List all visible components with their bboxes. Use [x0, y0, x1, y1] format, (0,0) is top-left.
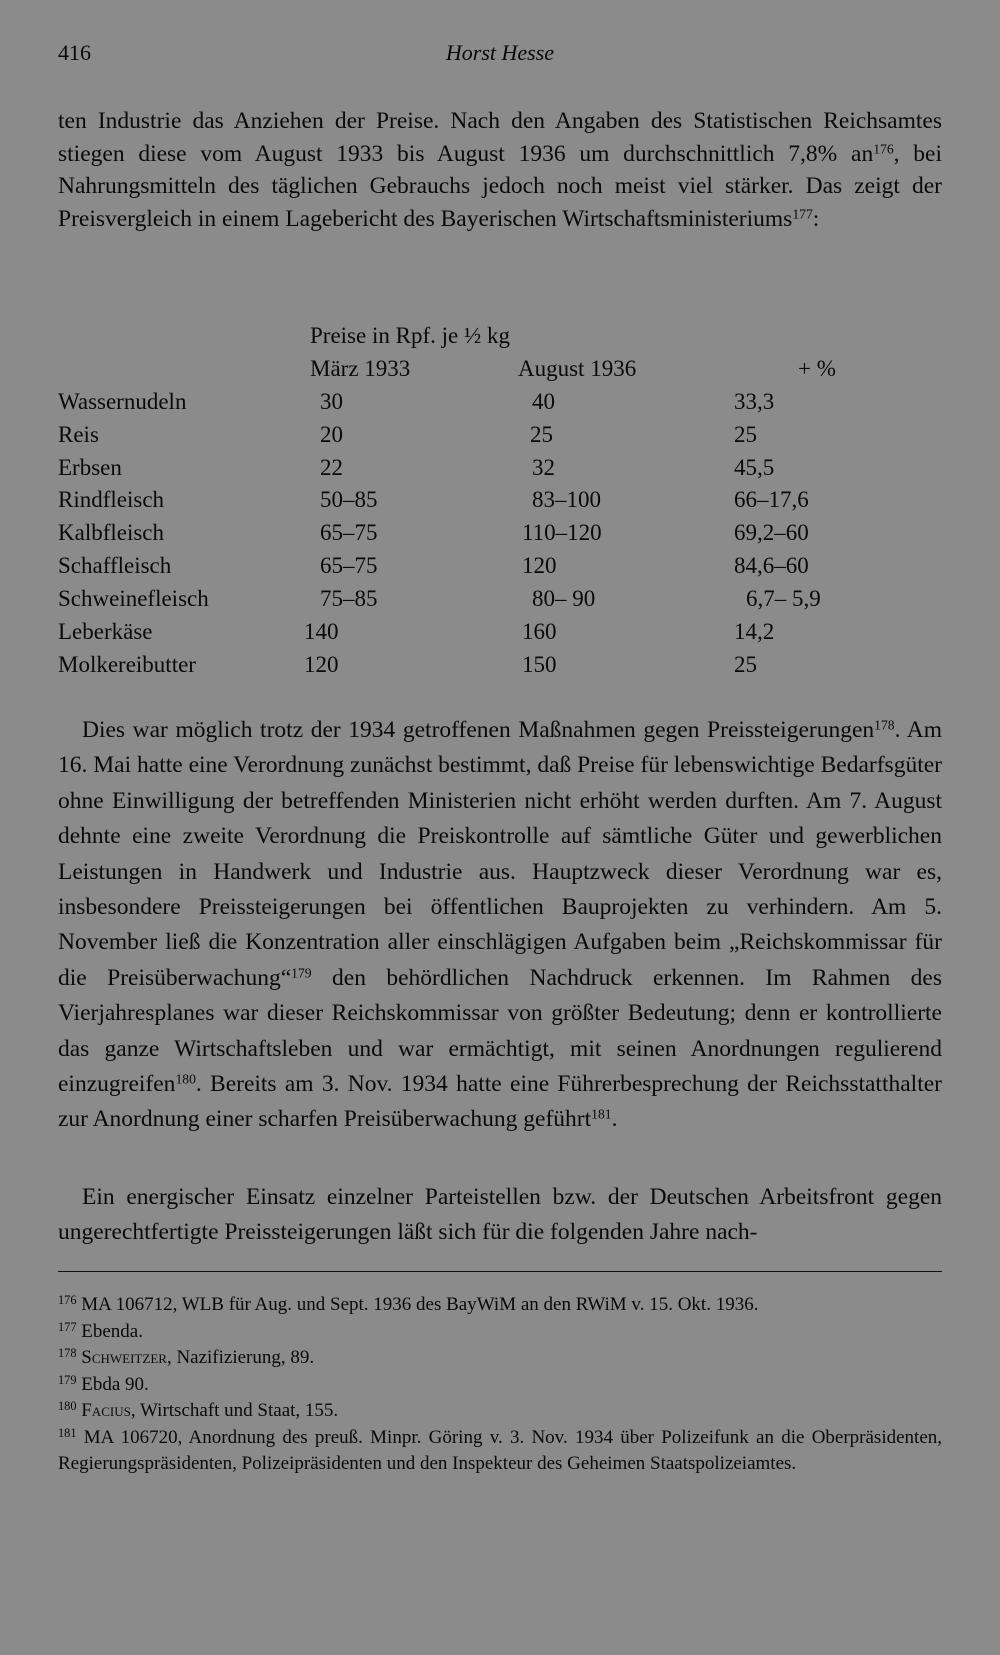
cell-percent: 45,5	[734, 454, 775, 480]
cell-percent: 84,6–60	[734, 553, 809, 579]
cell-1936: 80– 90	[532, 586, 596, 612]
table-caption-row	[58, 323, 942, 356]
cell-percent: 25	[734, 651, 757, 677]
cell-item: Schaffleisch	[58, 553, 172, 579]
footnote-number: 178	[58, 1345, 77, 1360]
table-header-row	[58, 356, 942, 389]
cell-1936: 25	[530, 421, 553, 447]
cell-1933: 65–75	[320, 553, 378, 579]
cell-1933: 120	[304, 651, 339, 677]
cell-item: Rindfleisch	[58, 487, 165, 513]
footnote-ref-176: 176	[873, 141, 894, 157]
footnote-text: , Nazifizierung, 89.	[166, 1347, 315, 1368]
footnote-ref-180: 180	[175, 1071, 196, 1087]
paragraph-2	[58, 713, 942, 1138]
cell-percent: 66–17,6	[734, 487, 809, 513]
cell-1933: 50–85	[320, 487, 378, 513]
table-row	[58, 422, 942, 455]
footnote-number: 177	[58, 1319, 77, 1334]
footnote-178	[58, 1345, 942, 1372]
cell-1936: 160	[522, 619, 557, 645]
cell-item: Erbsen	[58, 454, 122, 480]
cell-item: Wassernudeln	[58, 388, 187, 414]
cell-1933: 22	[320, 454, 343, 480]
cell-1936: 110–120	[522, 520, 602, 546]
footnote-181	[58, 1425, 942, 1478]
cell-1936: 40	[532, 388, 555, 414]
cell-1933: 65–75	[320, 520, 378, 546]
table-row	[58, 652, 942, 685]
header-august-1936: August 1936	[518, 355, 637, 381]
table-row	[58, 553, 942, 586]
paragraph-1-text-b: , bei Nahrungsmitteln des täglichen Gebrauchs jedoch noch meist viel stärker. Das zeigt der Preisvergleich in einem Lagebericht des Bayerischen Wirtschaftsministeriums	[58, 140, 942, 232]
cell-1933: 30	[320, 388, 343, 414]
footnote-text: , Wirtschaft und Staat, 155.	[130, 1400, 339, 1421]
footnote-text: Ebda 90.	[81, 1373, 149, 1395]
cell-1933: 140	[304, 619, 339, 645]
footnote-ref-177: 177	[792, 206, 813, 222]
cell-item: Schweinefleisch	[58, 586, 209, 612]
footnote-177	[58, 1319, 942, 1346]
footnote-text: MA 106720, Anordnung des preuß. Minpr. Göring v. 3. Nov. 1934 über Polizeifunk an die Oberpräsidenten, Regierungspräsidenten, Polizeipräsidenten und den Inspekteur des Geheimen Staatspolizeiamtes.	[58, 1426, 942, 1474]
paragraph-2-text-b: . Am 16. Mai hatte eine Verordnung zunächst bestimmt, daß Preise für lebenswichtige Bedarfsgüter ohne Einwilligung der betreffenden Ministerien nicht erhöht werden durften. Am 7. August dehnte eine zweite Verordnung die Preiskontrolle auf sämtliche Güter und gewerblichen Leistungen in Handwerk und Industrie aus. Hauptzweck dieser Verordnung war es, insbesondere Preissteigerungen bei öffentlichen Bauprojekten zu verhindern. Am 5. November ließ die Konzentration aller einschlägigen Aufgaben beim „Reichskommissar für die Preisüberwachung“	[58, 717, 942, 991]
cell-percent: 14,2	[734, 619, 775, 645]
cell-1933: 75–85	[320, 586, 378, 612]
price-table	[58, 323, 942, 685]
footnote-number: 176	[58, 1292, 77, 1307]
paragraph-3: Ein energischer Einsatz einzelner Parteistellen bzw. der Deutschen Arbeitsfront gegen ungerechtfertigte Preissteigerungen läßt sich für die folgenden Jahre nach-	[58, 1184, 942, 1246]
cell-1936: 150	[522, 651, 557, 677]
table-row	[58, 455, 942, 488]
paragraph-2-text-d: . Bereits am 3. Nov. 1934 hatte eine Führerbesprechung der Reichsstatthalter zur Anordnung einer scharfen Preisüberwachung geführt	[58, 1071, 942, 1133]
page-header	[58, 40, 942, 72]
paragraph-1	[58, 105, 942, 235]
paragraph-1-text-c: :	[812, 205, 820, 232]
cell-percent: 69,2–60	[734, 520, 809, 546]
cell-item: Leberkäse	[58, 619, 153, 645]
table-row	[58, 619, 942, 652]
footnote-number: 180	[58, 1398, 77, 1413]
cell-1936: 120	[522, 553, 557, 579]
cell-percent: 25	[734, 421, 757, 447]
cell-1936: 32	[532, 454, 555, 480]
cell-percent: 6,7– 5,9	[746, 586, 821, 612]
running-title: Horst Hesse	[445, 40, 555, 65]
cell-1936: 83–100	[532, 487, 601, 513]
header-percent: + %	[798, 355, 836, 381]
footnote-176	[58, 1292, 942, 1319]
footnote-ref-181: 181	[591, 1106, 612, 1122]
footnote-divider	[58, 1271, 942, 1272]
footnote-179	[58, 1372, 942, 1399]
paragraph-2-text-e: .	[611, 1106, 618, 1133]
cell-item: Kalbfleisch	[58, 520, 165, 546]
cell-1933: 20	[320, 421, 343, 447]
table-row	[58, 389, 942, 422]
footnotes	[58, 1292, 942, 1478]
footnote-180	[58, 1398, 942, 1425]
footnote-text: MA 106712, WLB für Aug. und Sept. 1936 des BayWiM an den RWiM v. 15. Okt. 1936.	[81, 1294, 759, 1315]
table-caption: Preise in Rpf. je ½ kg	[310, 323, 510, 348]
footnote-number: 181	[58, 1425, 77, 1440]
paragraph-2-text-c: den behördlichen Nachdruck erkennen. Im Rahmen des Vierjahresplanes war dieser Reichskommissar von größter Bedeutung; denn er kontrollierte das ganze Wirtschaftsleben und war ermächtigt, mit seinen Anordnungen regulierend einzugreifen	[58, 964, 942, 1098]
cell-item: Molkereibutter	[58, 651, 196, 677]
footnote-number: 179	[58, 1372, 77, 1387]
header-march-1933: März 1933	[310, 355, 411, 381]
footnote-author: Facius	[81, 1400, 131, 1421]
paragraph-1-text-a: ten Industrie das Anziehen der Preise. Nach den Angaben des Statistischen Reichsamtes stiegen diese vom August 1933 bis August 1936 um durchschnittlich 7,8% an	[58, 108, 942, 167]
footnote-author: Schweitzer	[81, 1347, 167, 1368]
table-row	[58, 586, 942, 619]
cell-item: Reis	[58, 421, 99, 447]
paragraph-2-text-a: Dies war möglich trotz der 1934 getroffenen Maßnahmen gegen Preissteigerungen	[82, 717, 875, 743]
table-row	[58, 520, 942, 553]
table-row	[58, 487, 942, 520]
page-number: 416	[58, 40, 91, 65]
footnote-text: Ebenda.	[81, 1320, 143, 1342]
footnote-ref-179: 179	[291, 965, 312, 981]
cell-percent: 33,3	[734, 388, 775, 414]
footnote-ref-178: 178	[874, 717, 895, 733]
